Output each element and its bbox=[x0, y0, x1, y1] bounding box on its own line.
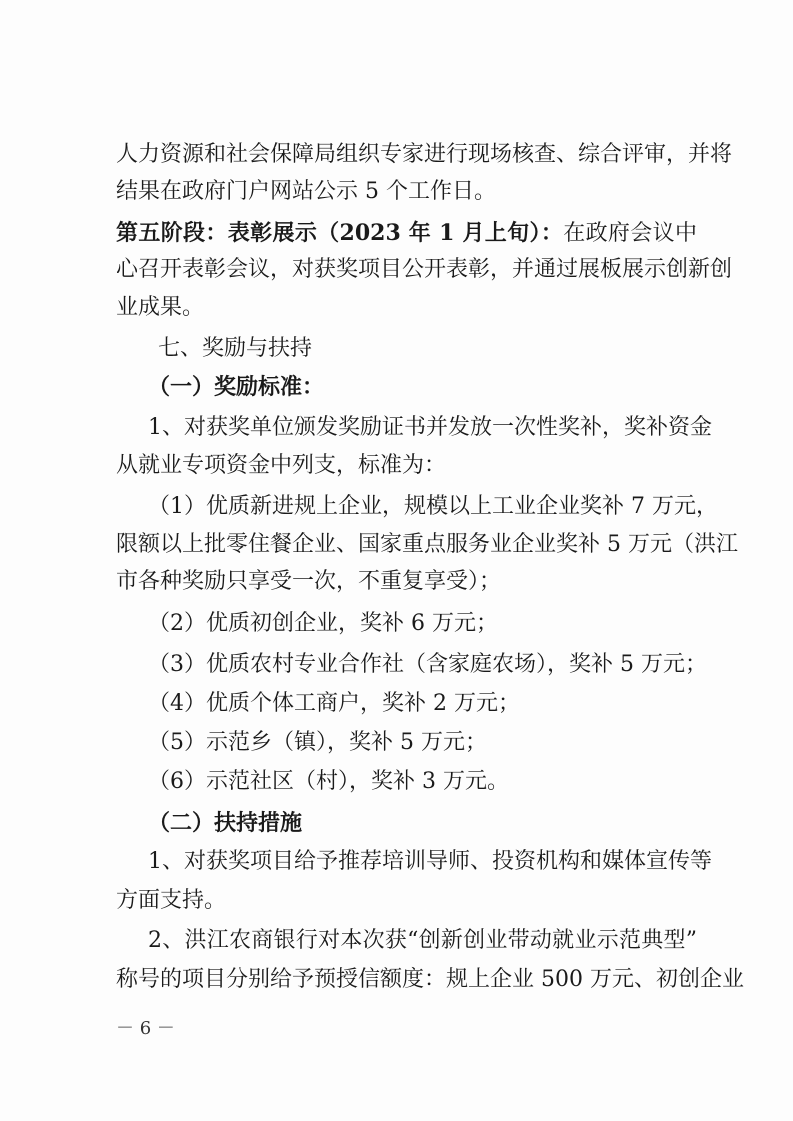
reward-item-1: （1）优质新进规上企业，规模以上工业企业奖补 7 万元， bbox=[148, 494, 718, 519]
subsection-heading: （二）扶持措施 bbox=[148, 810, 303, 836]
stage-five-heading: 第五阶段：表彰展示（2023 年 1 月上旬）： bbox=[116, 220, 564, 246]
body-line: 市各种奖励只享受一次，不重复享受）； bbox=[116, 569, 502, 594]
stage-five-paragraph bbox=[116, 218, 697, 249]
body-line: 人力资源和社会保障局组织专家进行现场核查、综合评审，并将 bbox=[116, 142, 733, 167]
reward-item-3: （3）优质农村专业合作社（含家庭农场），奖补 5 万元； bbox=[148, 652, 707, 677]
body-line: 1、对获奖单位颁发奖励证书并发放一次性奖补，奖补资金 bbox=[148, 415, 712, 440]
body-line: 称号的项目分别给予预授信额度：规上企业 500 万元、初创企业 bbox=[116, 967, 744, 992]
body-line: 结果在政府门户网站公示 5 个工作日。 bbox=[116, 179, 496, 204]
reward-item-6: （6）示范社区（村），奖补 3 万元。 bbox=[148, 769, 509, 794]
body-line: 心召开表彰会议，对获奖项目公开表彰，并通过展板展示创新创 bbox=[116, 257, 733, 282]
subsection-heading: （一）奖励标准： bbox=[148, 374, 325, 400]
body-text: 在政府会议中 bbox=[563, 221, 697, 246]
support-item-2: 2、洪江农商银行对本次获“创新创业带动就业示范典型” bbox=[148, 928, 697, 953]
body-line: 业成果。 bbox=[116, 295, 205, 320]
support-item-1: 1、对获奖项目给予推荐培训导师、投资机构和媒体宣传等 bbox=[148, 849, 712, 874]
body-line: 限额以上批零住餐企业、国家重点服务业企业奖补 5 万元（洪江 bbox=[116, 532, 738, 557]
body-line: 方面支持。 bbox=[116, 888, 227, 913]
reward-item-4: （4）优质个体工商户，奖补 2 万元； bbox=[148, 691, 520, 716]
body-line: 从就业专项资金中列支，标准为： bbox=[116, 453, 447, 478]
section-heading: 七、奖励与扶持 bbox=[158, 336, 313, 361]
reward-item-2: （2）优质初创企业，奖补 6 万元； bbox=[148, 611, 498, 636]
page-number: － 6 － bbox=[116, 1018, 175, 1039]
reward-item-5: （5）示范乡（镇），奖补 5 万元； bbox=[148, 730, 487, 755]
